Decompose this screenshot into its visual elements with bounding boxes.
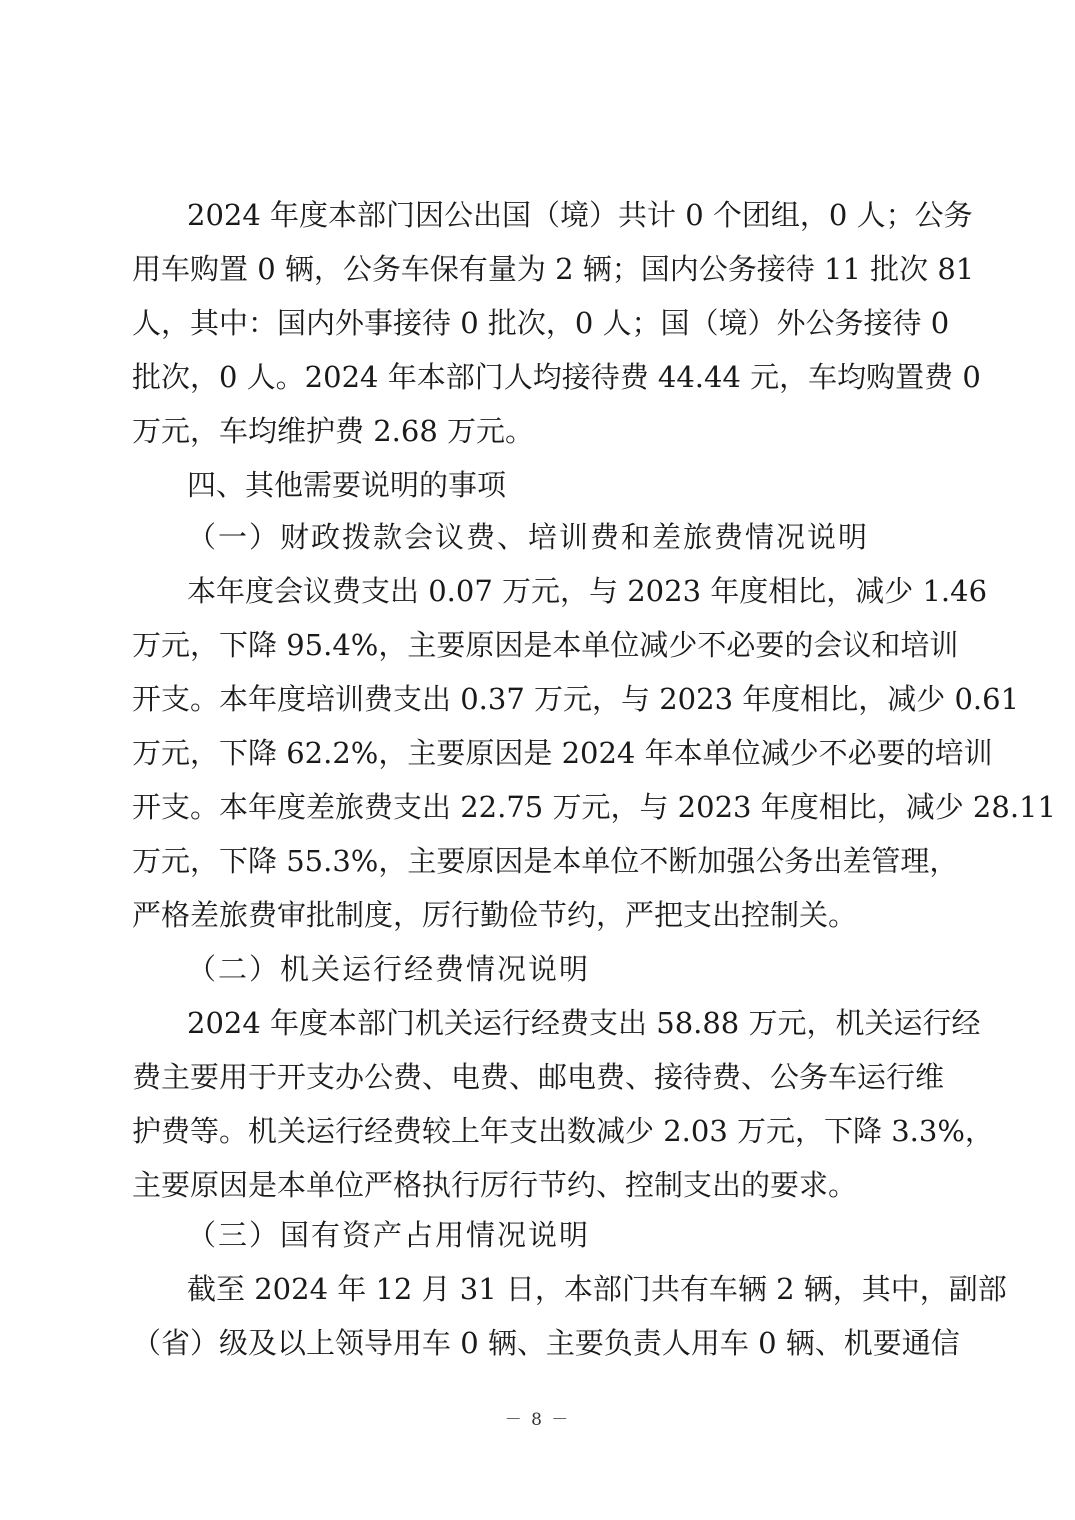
paragraph-3-line-2: 费主要用于开支办公费、电费、邮电费、接待费、公务车运行维 (132, 1060, 945, 1094)
paragraph-1-line-4: 批次，0 人。2024 年本部门人均接待费 44.44 元，车均购置费 0 (132, 360, 981, 394)
page-number: － 8 － (504, 1410, 571, 1430)
paragraph-3-line-3: 护费等。机关运行经费较上年支出数减少 2.03 万元，下降 3.3%， (132, 1114, 994, 1148)
paragraph-4-line-1: 截至 2024 年 12 月 31 日，本部门共有车辆 2 辆，其中，副部 (187, 1272, 1007, 1306)
paragraph-1-line-5: 万元，车均维护费 2.68 万元。 (132, 414, 535, 448)
paragraph-2-line-2: 万元，下降 95.4%，主要原因是本单位减少不必要的会议和培训 (132, 628, 959, 662)
paragraph-3-line-1: 2024 年度本部门机关运行经费支出 58.88 万元，机关运行经 (187, 1006, 981, 1040)
subsection-heading-1: （一）财政拨款会议费、培训费和差旅费情况说明 (187, 520, 870, 554)
subsection-heading-3: （三）国有资产占用情况说明 (187, 1218, 591, 1252)
paragraph-1-line-2: 用车购置 0 辆，公务车保有量为 2 辆；国内公务接待 11 批次 81 (132, 252, 975, 286)
subsection-heading-2: （二）机关运行经费情况说明 (187, 952, 591, 986)
paragraph-1-line-3: 人，其中：国内外事接待 0 批次，0 人；国（境）外公务接待 0 (132, 306, 950, 340)
paragraph-2-line-6: 万元，下降 55.3%，主要原因是本单位不断加强公务出差管理， (132, 844, 959, 878)
section-heading-4: 四、其他需要说明的事项 (187, 468, 507, 502)
paragraph-4-line-2: （省）级及以上领导用车 0 辆、主要负责人用车 0 辆、机要通信 (132, 1326, 960, 1360)
paragraph-2-line-5: 开支。本年度差旅费支出 22.75 万元，与 2023 年度相比，减少 28.11 (132, 790, 1056, 824)
paragraph-2-line-7: 严格差旅费审批制度，厉行勤俭节约，严把支出控制关。 (132, 898, 858, 932)
paragraph-2-line-4: 万元，下降 62.2%，主要原因是 2024 年本单位减少不必要的培训 (132, 736, 993, 770)
paragraph-2-line-1: 本年度会议费支出 0.07 万元，与 2023 年度相比，减少 1.46 (187, 574, 988, 608)
paragraph-1-line-1: 2024 年度本部门因公出国（境）共计 0 个团组，0 人；公务 (187, 198, 973, 232)
paragraph-3-line-4: 主要原因是本单位严格执行厉行节约、控制支出的要求。 (132, 1168, 858, 1202)
paragraph-2-line-3: 开支。本年度培训费支出 0.37 万元，与 2023 年度相比，减少 0.61 (132, 682, 1020, 716)
